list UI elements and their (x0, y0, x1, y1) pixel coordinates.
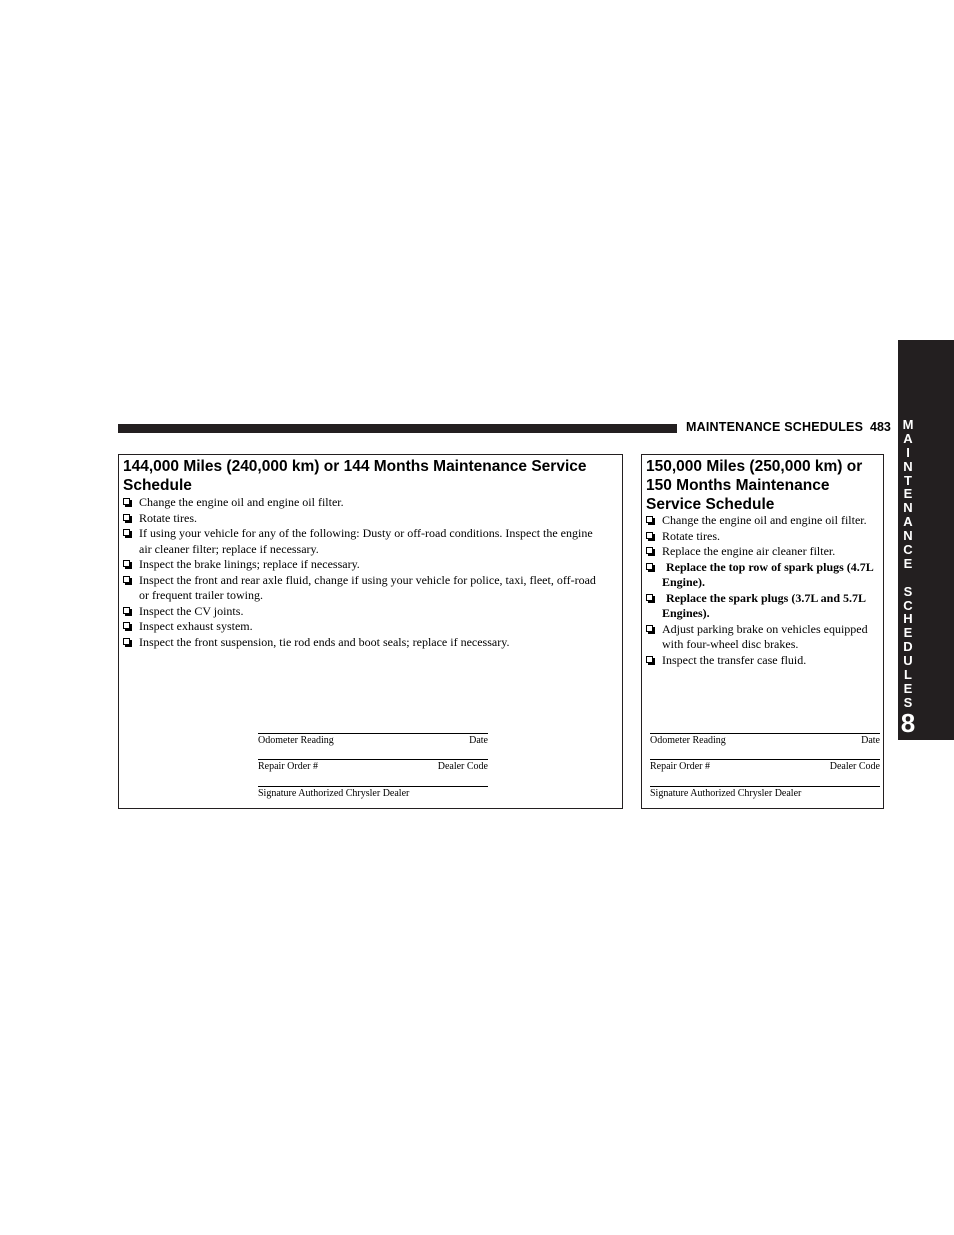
schedule-title: 144,000 Miles (240,000 km) or 144 Months Maintenance Service Schedule (123, 458, 587, 494)
repair-order-label: Repair Order # (650, 761, 710, 772)
running-header-title: MAINTENANCE SCHEDULES (686, 420, 864, 434)
checkbox-icon (123, 576, 130, 583)
chapter-tab-letter: E (903, 625, 913, 641)
chapter-tab-letter: C (903, 542, 913, 558)
chapter-tab-letter: C (903, 597, 913, 613)
checkbox-icon (123, 560, 130, 567)
checkbox-icon (123, 498, 130, 505)
checklist-item (646, 560, 880, 591)
checkbox-icon (646, 563, 653, 570)
checklist-item-text: Change the engine oil and engine oil filter. (662, 513, 867, 527)
checkbox-icon (123, 622, 130, 629)
checklist-item-text: If using your vehicle for any of the following: Dusty or off-road conditions. Inspect the engine air cleaner filter; replace if necessary. (139, 526, 593, 556)
chapter-tab-letter (898, 571, 918, 585)
checklist-item-text: Inspect the CV joints. (139, 603, 244, 618)
chapter-tab-letter: E (903, 486, 913, 502)
checklist-item (123, 635, 603, 651)
chapter-tab-letter: E (903, 680, 913, 696)
signature-line (258, 786, 488, 787)
checkbox-icon (646, 594, 653, 601)
signature-label: Signature Authorized Chrysler Dealer (258, 788, 410, 799)
dealer-code-label: Dealer Code (829, 761, 880, 772)
checklist-item (123, 604, 603, 620)
page-number: 483 (870, 420, 891, 434)
chapter-tab-letter: L (904, 667, 912, 683)
checklist-item-text: Replace the spark plugs (3.7L and 5.7L Engines). (662, 590, 866, 620)
checklist (123, 495, 603, 650)
odometer-line (650, 733, 880, 734)
checklist-item-text: Inspect the brake linings; replace if necessary. (139, 557, 360, 571)
chapter-tab-label (898, 418, 918, 710)
checklist-item (646, 529, 880, 545)
checklist-item-text: Inspect the transfer case fluid. (662, 652, 807, 667)
checklist-item (123, 511, 603, 527)
date-label: Date (861, 735, 880, 746)
header-rule (118, 424, 677, 433)
checklist-item-text: Replace the top row of spark plugs (4.7L Engine). (662, 559, 874, 589)
checkbox-icon (646, 656, 653, 663)
checkbox-icon (646, 532, 653, 539)
chapter-tab-letter: H (903, 611, 913, 627)
date-label: Date (469, 735, 488, 746)
checklist-item (123, 573, 603, 604)
repair-order-line (258, 759, 488, 760)
checklist-item-text: Change the engine oil and engine oil filter. (139, 495, 344, 509)
signature-label: Signature Authorized Chrysler Dealer (650, 788, 802, 799)
checkbox-icon (123, 514, 130, 521)
chapter-tab-letter: S (903, 583, 913, 599)
checklist-item-text: Inspect the front suspension, tie rod ends and boot seals; replace if necessary. (139, 634, 510, 649)
odometer-line (258, 733, 488, 734)
dealer-code-label: Dealer Code (437, 761, 488, 772)
odometer-label: Odometer Reading (258, 735, 334, 746)
repair-order-line (650, 759, 880, 760)
checklist-item (646, 544, 880, 560)
chapter-tab-letter: N (903, 528, 913, 544)
checkbox-icon (646, 516, 653, 523)
schedule-box-144000 (118, 454, 623, 809)
checklist (646, 513, 880, 668)
checklist-item (646, 513, 880, 529)
checklist-item (646, 591, 880, 622)
odometer-label: Odometer Reading (650, 735, 726, 746)
checkbox-icon (123, 638, 130, 645)
checkbox-icon (646, 625, 653, 632)
checklist-item-text: Adjust parking brake on vehicles equipped with four-wheel disc brakes. (662, 621, 868, 651)
chapter-tab-letter: M (902, 417, 914, 432)
schedule-title: 150,000 Miles (250,000 km) or 150 Months Maintenance Service Schedule (646, 458, 863, 513)
checklist-item (646, 653, 880, 669)
repair-order-label: Repair Order # (258, 761, 318, 772)
chapter-tab-letter: U (903, 653, 913, 669)
checklist-item (123, 557, 603, 573)
checkbox-icon (646, 547, 653, 554)
schedule-box-150000 (641, 454, 884, 809)
checkbox-icon (123, 529, 130, 536)
chapter-tab-letter: D (903, 639, 913, 655)
chapter-number: 8 (900, 708, 916, 738)
chapter-tab-letter: A (903, 514, 913, 530)
chapter-tab-letter: S (903, 694, 913, 710)
chapter-tab-letter: E (903, 555, 913, 571)
chapter-tab-letter: N (903, 458, 913, 474)
checklist-item-text: Rotate tires. (662, 528, 720, 543)
chapter-tab-letter: T (904, 472, 912, 488)
signature-line (650, 786, 880, 787)
chapter-tab-letter: I (906, 444, 910, 460)
checklist-item-text: Replace the engine air cleaner filter. (662, 544, 836, 558)
checklist-item-text: Inspect the front and rear axle fluid, change if using your vehicle for police, taxi, fleet, off-road or frequent trailer towing. (139, 572, 596, 602)
checklist-item (123, 619, 603, 635)
checklist-item (123, 526, 603, 557)
checklist-item (123, 495, 603, 511)
checklist-item-text: Rotate tires. (139, 510, 197, 525)
chapter-thumb-tab (898, 340, 954, 740)
checklist-item (646, 622, 880, 653)
checkbox-icon (123, 607, 130, 614)
checklist-item-text: Inspect exhaust system. (139, 619, 253, 633)
chapter-tab-letter: A (903, 430, 913, 446)
chapter-tab-letter: N (903, 500, 913, 516)
